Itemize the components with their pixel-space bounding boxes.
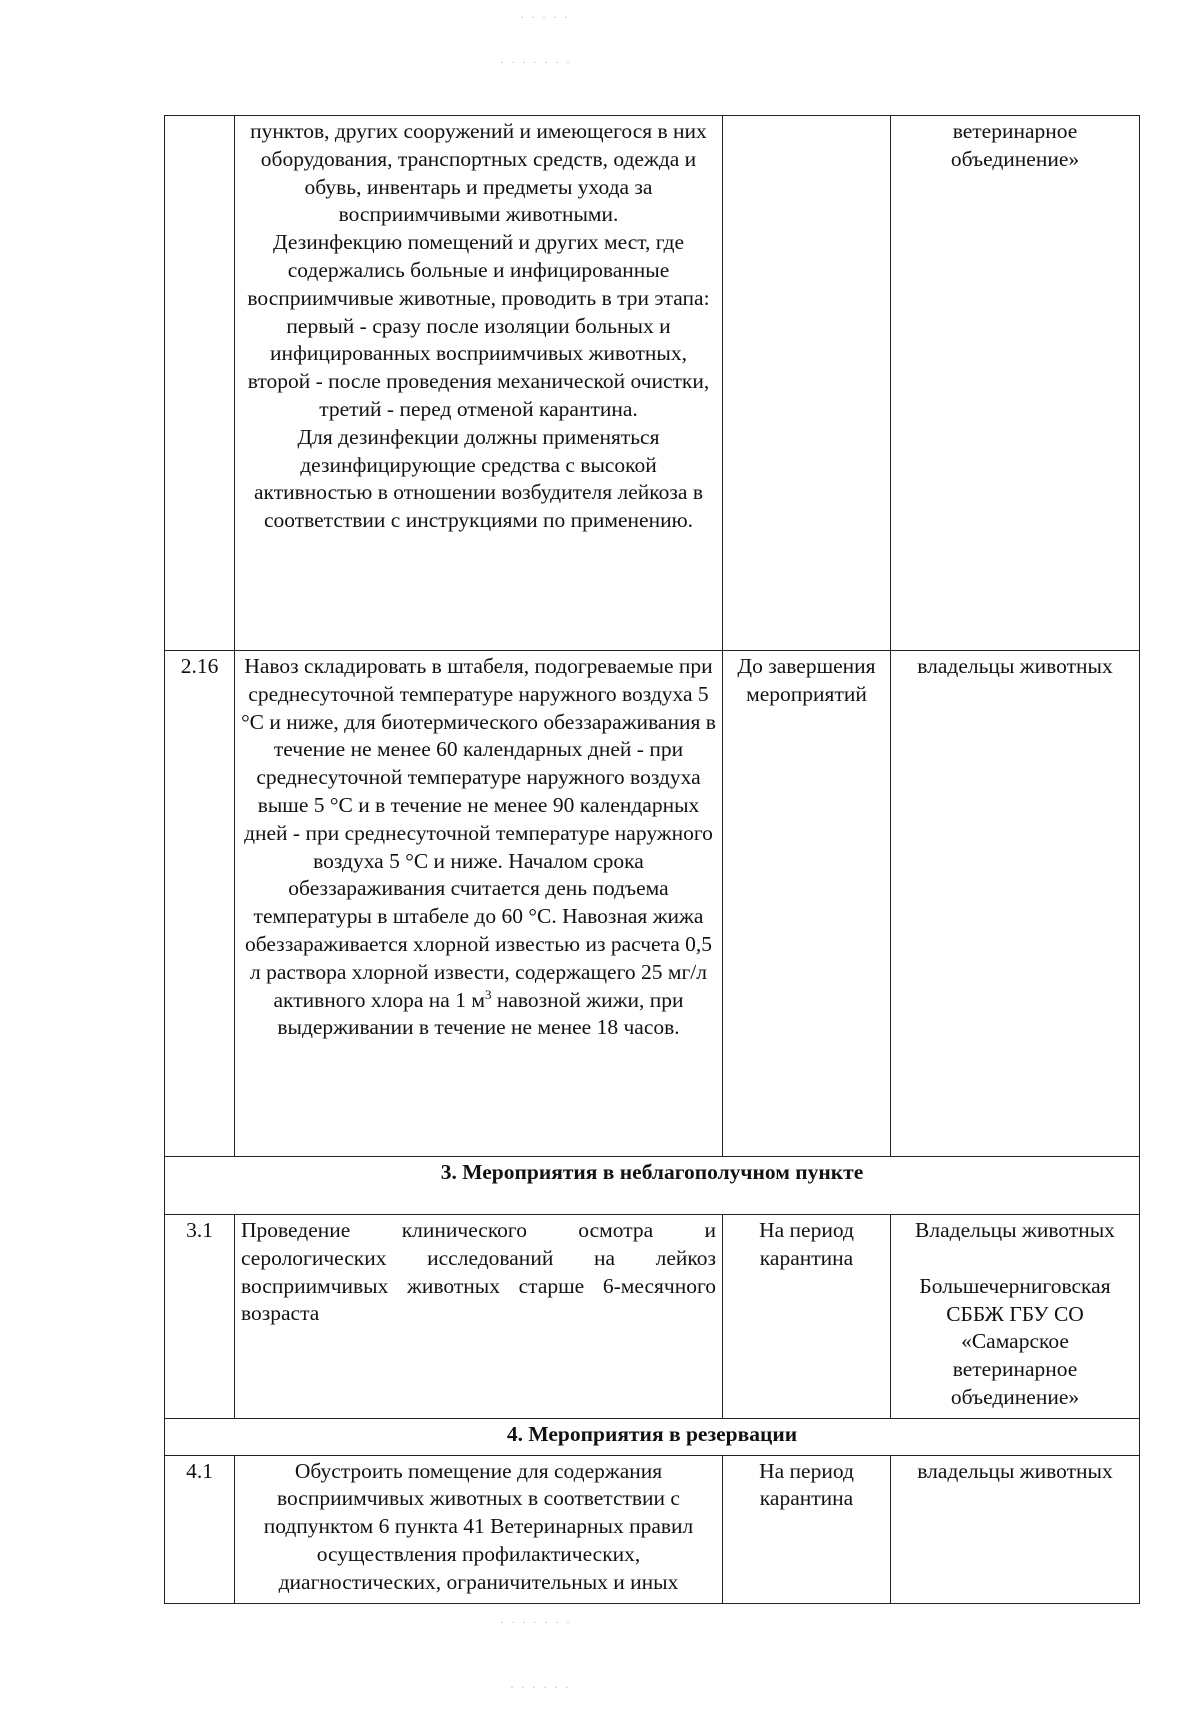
term-cell: До завершения мероприятий (723, 651, 891, 1157)
section-header-row (165, 1418, 1140, 1455)
row-number: 2.16 (165, 651, 235, 1157)
section-heading: 4. Мероприятия в резервации (165, 1418, 1140, 1455)
row-number (165, 116, 235, 651)
measure-text (235, 116, 723, 651)
section-header-row (165, 1157, 1140, 1215)
term-cell: На период карантина (723, 1455, 891, 1603)
row-number: 4.1 (165, 1455, 235, 1603)
row-number: 3.1 (165, 1215, 235, 1419)
term-cell (723, 116, 891, 651)
responsible-line: Большечерниговская СББЖ ГБУ СО «Самарское ветеринарное объединение» (919, 1273, 1111, 1409)
measure-paragraph: Дезинфекцию помещений и других мест, где содержались больные и инфицированные восприимчивые животные, проводить в три этапа: первый - сразу после изоляции больных и инфицированных восприимчивых животных, второй - после проведения механической очистки, третий - перед отменой карантина. (247, 230, 710, 421)
measure-paragraph: Для дезинфекции должны применяться дезинфицирующие средства с высокой активностью в отношении возбудителя лейкоза в соответствии с инструкциями по применению. (254, 424, 703, 533)
responsible-cell: владельцы животных (891, 651, 1140, 1157)
responsible-cell (891, 1215, 1140, 1419)
measure-text: Обустроить помещение для содержания восприимчивых животных в соответствии с подпунктом 6 пункта 41 Ветеринарных правил осуществления профилактических, диагностических, ограничительных и иных (235, 1455, 723, 1603)
scan-noise-bottom: · · · · · · · (500, 1615, 572, 1629)
measure-text: Проведение клинического осмотра и серологических исследований на лейкоз восприимчивых животных старше 6-месячного возраста (235, 1215, 723, 1419)
section-heading: 3. Мероприятия в неблагополучном пункте (165, 1157, 1140, 1215)
measure-text (235, 651, 723, 1157)
measure-text-part: навозной жижи, при выдерживании в течение не менее 18 часов. (277, 987, 684, 1040)
measure-text-part: Навоз складировать в штабеля, подогреваемые при среднесуточной температуре наружного воздуха 5 °С и ниже, для биотермического обеззараживания в течение не менее 60 календарных дней - при среднесуточной температуре наружного воздуха выше 5 °С и в течение не менее 90 календарных дней - при среднесуточной температуре наружного воздуха 5 °С и ниже. Началом срока обеззараживания считается день подъема температуры в штабеле до 60 °С. Навозная жижа обеззараживается хлорной известью из расчета 0,5 л раствора хлорной извести, содержащего 25 мг/л активного хлора на 1 м (241, 654, 716, 1012)
table-row (165, 651, 1140, 1157)
scan-noise-bottom-2: · · · · · · (510, 1680, 571, 1694)
responsible-cell: владельцы животных (891, 1455, 1140, 1603)
measures-table (164, 115, 1140, 1604)
term-cell: На период карантина (723, 1215, 891, 1419)
table-row (165, 116, 1140, 651)
table-row (165, 1215, 1140, 1419)
scan-noise-top-2: · · · · · · · (500, 55, 572, 69)
responsible-line: Владельцы животных (915, 1218, 1115, 1242)
responsible-cell: ветеринарное объединение» (891, 116, 1140, 651)
superscript: 3 (484, 986, 492, 1002)
measure-paragraph: пунктов, других сооружений и имеющегося в них оборудования, транспортных средств, одежда и обувь, инвентарь и предметы ухода за восприимчивыми животными. (250, 119, 707, 227)
scan-noise-top: · · · · · (520, 10, 570, 24)
table-row (165, 1455, 1140, 1603)
